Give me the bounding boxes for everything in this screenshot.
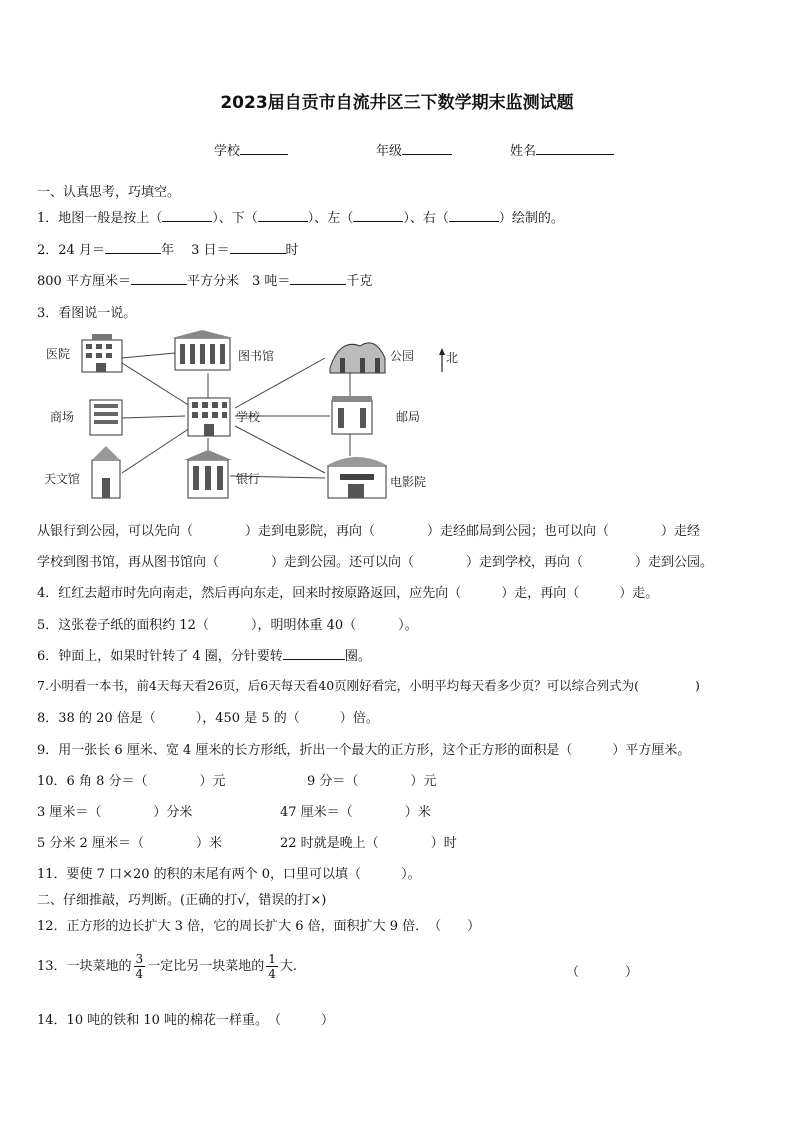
- map-label-cinema: 电影院: [390, 475, 427, 489]
- question-2: 2．24 月＝ 年 3 日＝ 时: [37, 239, 299, 258]
- north-arrow-icon: [439, 348, 445, 372]
- question-10-row1b: 9 分＝（ ）元: [307, 774, 437, 789]
- hospital-building-icon: [82, 334, 122, 372]
- page-title: 2023届自贡市自流井区三下数学期末监测试题: [220, 93, 574, 113]
- question-8: 8．38 的 20 倍是（ ），450 是 5 的（ ）倍。: [37, 711, 379, 726]
- question-13: 13．一块菜地的 $\frac{3}{4}$ 一定比另一块菜地的 $\frac{1}{4}$ 大.: [37, 952, 297, 981]
- grade-label: 年级: [376, 144, 403, 159]
- question-3-part-a: 从银行到公园，可以先向（ ）走到电影院，再向（ ）走经邮局到公园；也可以向（ ）走经: [37, 524, 701, 539]
- cinema-building-icon: [326, 457, 388, 498]
- section2-heading: 二、仔细推敲，巧判断。(正确的打√，错误的打×): [37, 893, 327, 908]
- map-label-library: 图书馆: [238, 349, 275, 363]
- question-3-part-b: 学校到图书馆，再从图书馆向（ ）走到公园。还可以向（ ）走到学校，再向（ ）走到公园。: [37, 555, 714, 570]
- question-2b: 800 平方厘米＝ 平方分米 3 吨＝ 千克: [37, 270, 372, 289]
- question-10-row3: 5 分米 2 厘米＝（ ）米: [37, 836, 222, 851]
- question-11: 11．要使 7 口×20 的积的末尾有两个 0，口里可以填（ ）。: [37, 867, 421, 882]
- map-label-park: 公园: [390, 349, 415, 363]
- map-label-north: 北: [446, 351, 459, 365]
- question-12: 12．正方形的边长扩大 3 倍，它的周长扩大 6 倍，面积扩大 9 倍． （ ）: [37, 919, 481, 934]
- section1-heading: 一、认真思考，巧填空。: [37, 185, 181, 200]
- school-building-icon: [188, 398, 230, 436]
- question-10-row1: 10．6 角 8 分＝（ ）元: [37, 774, 226, 789]
- map-label-post-office: 邮局: [396, 410, 421, 424]
- question-5: 5．这张卷子纸的面积约 12（ ），明明体重 40（ ）。: [37, 618, 418, 633]
- question-7: 7.小明看一本书，前4天每天看26页，后6天每天看40页刚好看完，小明平均每天看多少页？可以综合列式为( ): [37, 678, 700, 693]
- school-field[interactable]: [214, 140, 288, 159]
- grade-field[interactable]: [376, 140, 452, 159]
- bank-building-icon: [184, 450, 232, 498]
- map-diagram: [40, 328, 470, 508]
- question-6: 6．钟面上，如果时针转了 4 圈，分针要转 圈。: [37, 645, 371, 664]
- park-gate-icon: [330, 343, 385, 373]
- map-label-bank: 银行: [236, 472, 261, 486]
- question-10-row2: 3 厘米＝（ ）分米: [37, 805, 193, 820]
- map-label-mall: 商场: [50, 410, 75, 424]
- question-13-answer[interactable]: （ ）: [566, 965, 639, 980]
- post-office-icon: [332, 396, 372, 434]
- question-10-row3b: 22 时就是晚上（ ）时: [280, 836, 457, 851]
- map-label-school: 学校: [236, 410, 261, 424]
- question-1: 1．地图一般是按上（ ）、下（ ）、左（ ）、右（ ）绘制的。: [37, 207, 564, 226]
- fraction-one-quarter: $\frac{1}{4}$: [268, 952, 276, 981]
- fraction-three-quarters: $\frac{3}{4}$: [135, 952, 144, 981]
- observatory-icon: [92, 446, 120, 498]
- name-label: 姓名: [510, 144, 537, 159]
- library-building-icon: [172, 330, 233, 370]
- map-label-observatory: 天文馆: [44, 472, 81, 486]
- school-label: 学校: [214, 144, 241, 159]
- map-label-hospital: 医院: [46, 347, 71, 361]
- name-field[interactable]: [510, 140, 614, 159]
- mall-building-icon: [90, 400, 122, 435]
- question-10-row2b: 47 厘米＝（ ）米: [280, 805, 431, 820]
- question-9: 9．用一张长 6 厘米、宽 4 厘米的长方形纸，折出一个最大的正方形，这个正方形的面积是（ ）平方厘米。: [37, 743, 691, 758]
- question-3: 3．看图说一说。: [37, 306, 137, 321]
- question-4: 4．红红去超市时先向南走，然后再向东走，回来时按原路返回，应先向（ ）走，再向（ ）走。: [37, 586, 659, 601]
- question-14: 14．10 吨的铁和 10 吨的棉花一样重。 （ ）: [37, 1013, 335, 1028]
